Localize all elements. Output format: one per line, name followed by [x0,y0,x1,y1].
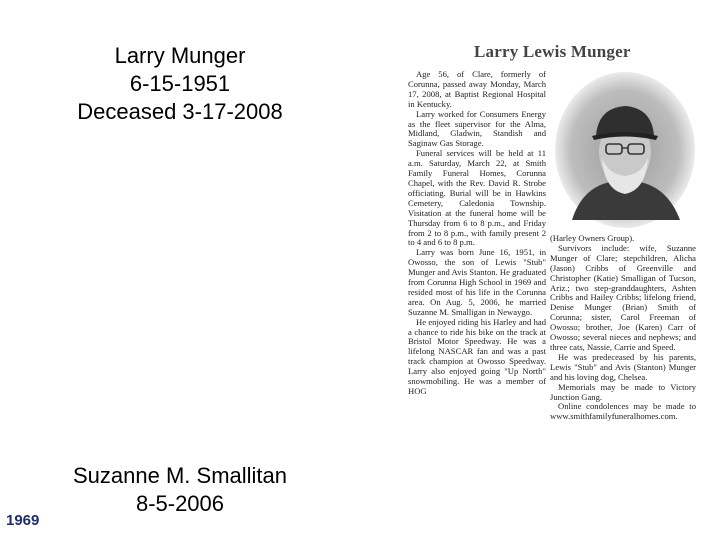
obituary-paragraph: Age 56, of Clare, formerly of Corunna, passed away Monday, March 17, 2008, at Baptist Regional Hospital in Kentucky. [408,69,546,109]
obituary-clipping [402,40,702,500]
obituary-paragraph: Memorials may be made to Victory Junction Gang. [550,381,696,402]
obituary-paragraph: He was predeceased by his parents, Lewis "Stub" and Avis (Stanton) Munger and his loving dog, Chelsea. [550,351,696,382]
clipping-left-column [408,70,546,397]
birth-date: 6-15-1951 [129,71,231,96]
obituary-paragraph: Larry worked for Consumers Energy as the fleet supervisor for the Alma, Midland, Gladwin, Standish and Saginaw Gas Storage. [408,108,546,149]
deceased-name: Larry Munger [114,43,246,68]
obituary-paragraph: (Harley Owners Group). [550,233,635,243]
clipping-right-column [550,234,696,422]
header-block [60,42,300,126]
obituary-paragraph: Funeral services will be held at 11 a.m. Saturday, March 22, at Smith Family Funeral Homes, Corunna Chapel, with the Rev. David R. Strobe officiating. Burial will be in Hawkins Cemetery, Caledonia Township. Visitation at the funeral home will be Thursday from 6 to 8 p.m., and Friday from 2 to 8 p.m., with family present 2 to 4 and 6 to 8 p.m. [408,148,546,248]
death-date: Deceased 3-17-2008 [77,99,283,124]
obituary-paragraph: Online condolences may be made to www.smithfamilyfuneralhomes.com. [550,401,696,422]
footer-block [52,462,308,518]
portrait-photo [552,70,698,228]
obituary-paragraph: Survivors include: wife, Suzanne Munger of Clare; stepchildren, Alicha (Jason) Cribbs of Greenville and Christopher (Katie) Smalligan of Tucson, Ariz.; two step-granddaughters, Ashten Cribbs and Hailey Cribbs; lifelong friend, Denise Munger (Brian) Smith of Corunna; sister, Carol Freeman of Owosso; brother, Joe (Karen) Carr of Owosso; several nieces and nephews; and three cats, Nassie, Carrie and Speed. [550,242,696,352]
year-label: 1969 [6,512,40,529]
obituary-paragraph: He enjoyed riding his Harley and had a chance to ride his bike on the track at Bristol Motor Speedway. He was a lifelong NASCAR fan and was a past track champion at Owosso Speedway. Larry also enjoyed going "Up North" snowmobiling. He was a member of HOG [408,316,546,396]
spouse-name: Suzanne M. Smallitan [73,463,287,488]
marriage-date: 8-5-2006 [135,491,225,516]
clipping-title: Larry Lewis Munger [474,42,631,61]
obituary-paragraph: Larry was born June 16, 1951, in Owosso, the son of Lewis "Stub" Munger and Avis Stanton. He graduated from Corunna High School in 1969 and resided most of his life in the Corunna area. On Aug. 5, 2006, he married Suzanne M. Smalligan in Newaygo. [408,247,546,317]
